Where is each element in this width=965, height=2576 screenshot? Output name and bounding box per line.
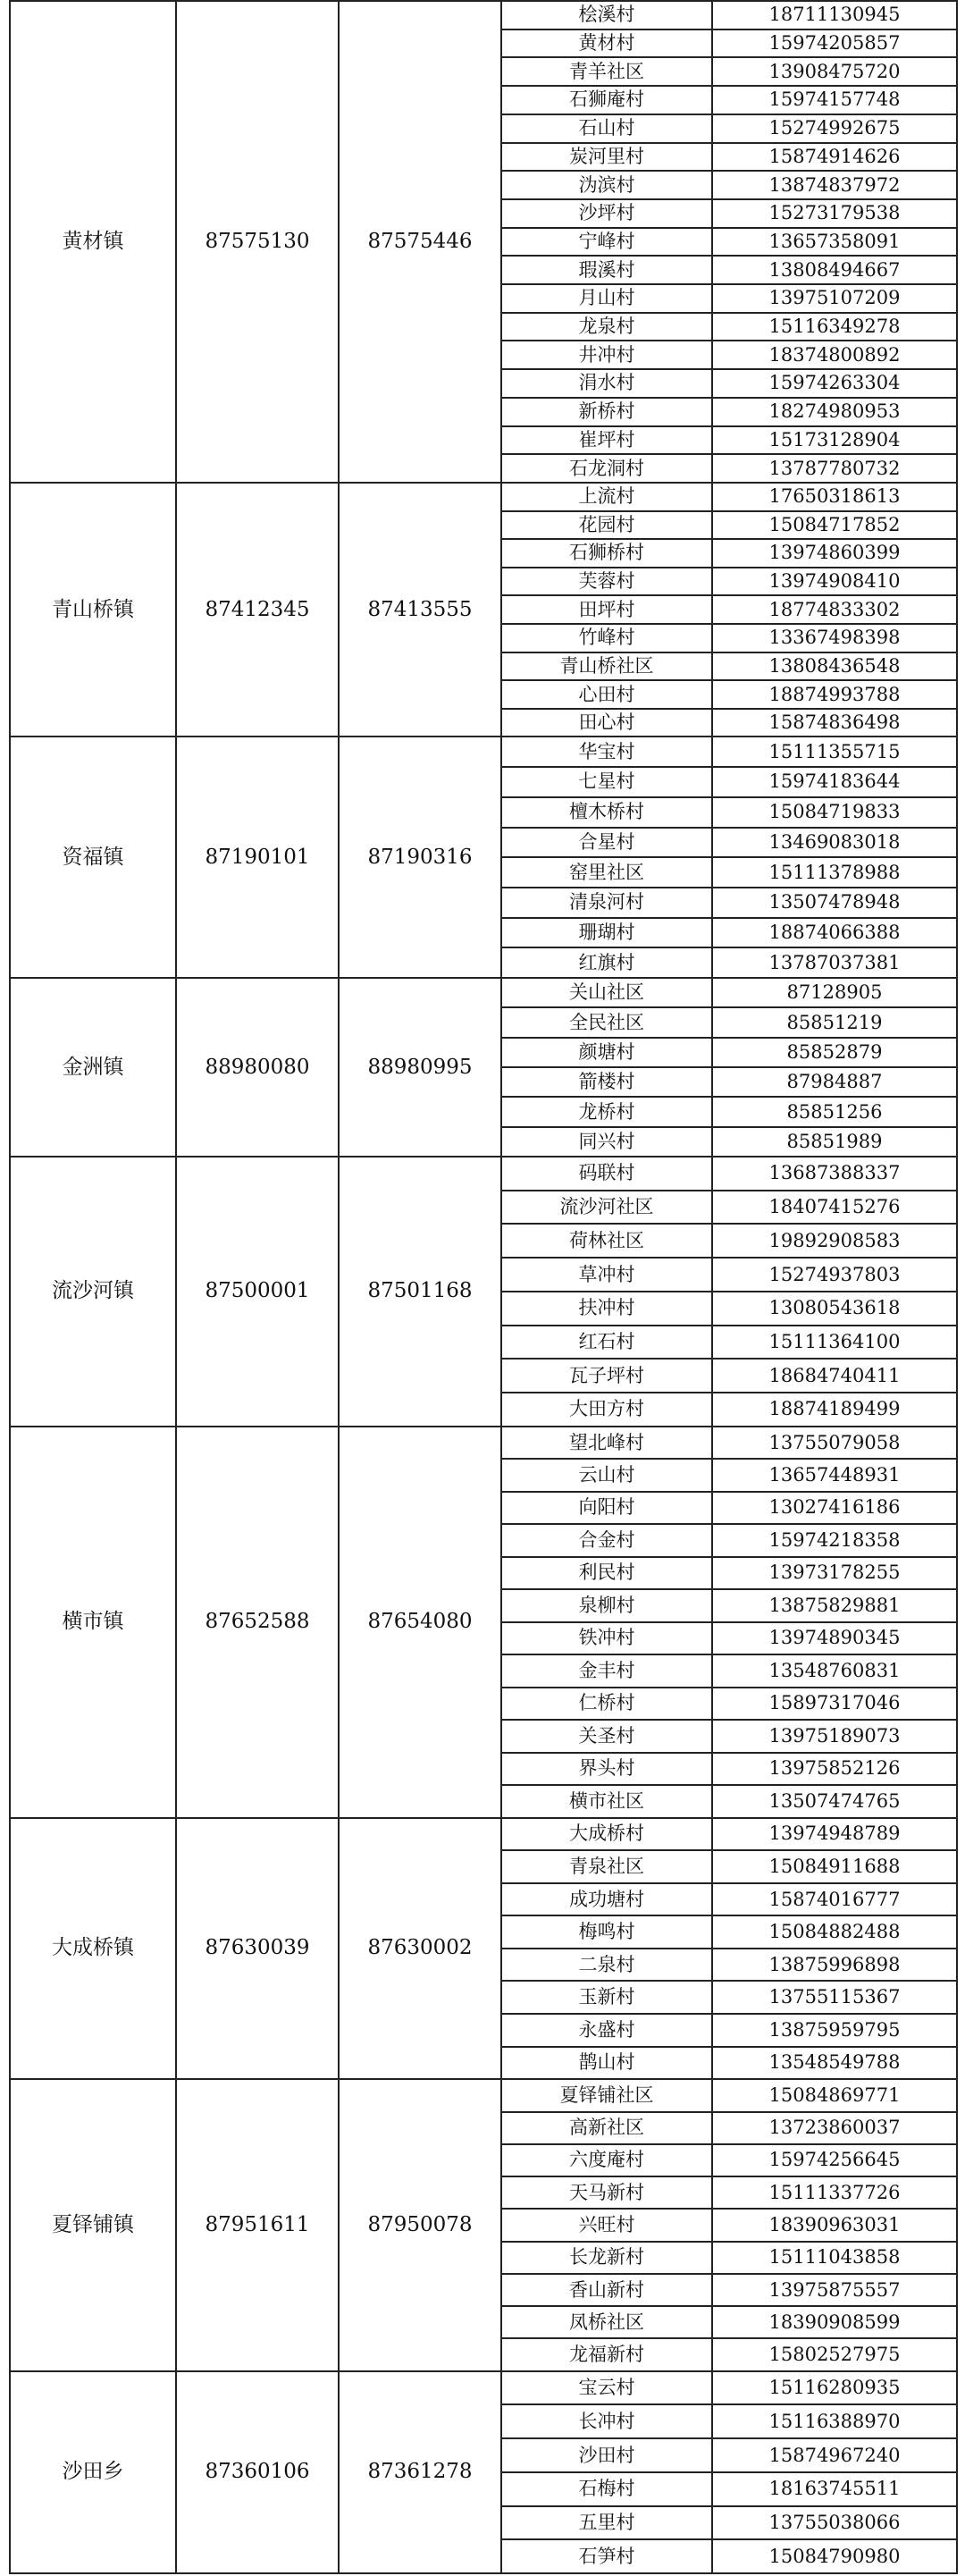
village-phone: 15974263304 xyxy=(712,369,957,398)
town-phone-secondary: 87654080 xyxy=(339,1427,501,1818)
village-phone: 85852879 xyxy=(712,1038,957,1067)
table-row xyxy=(10,1818,957,1851)
town-phone-primary: 87190101 xyxy=(176,737,339,978)
table-row xyxy=(10,1157,957,1191)
village-phone: 15974218358 xyxy=(712,1524,957,1556)
village-name: 青羊社区 xyxy=(501,57,712,86)
village-phone: 15116280935 xyxy=(712,2371,957,2405)
village-phone: 15874016777 xyxy=(712,1883,957,1916)
village-phone: 18390908599 xyxy=(712,2306,957,2338)
village-name: 关山社区 xyxy=(501,978,712,1007)
village-name: 青山桥社区 xyxy=(501,652,712,681)
village-phone: 87128905 xyxy=(712,978,957,1007)
village-name: 宁峰村 xyxy=(501,228,712,257)
village-name: 玉新村 xyxy=(501,1981,712,2014)
village-name: 凤桥社区 xyxy=(501,2306,712,2338)
town-name: 资福镇 xyxy=(10,737,176,978)
village-name: 泉柳村 xyxy=(501,1589,712,1621)
town-phone-secondary: 87575446 xyxy=(339,1,501,483)
village-phone: 15974183644 xyxy=(712,767,957,797)
village-name: 青泉社区 xyxy=(501,1850,712,1883)
village-phone: 13975875557 xyxy=(712,2274,957,2306)
village-phone: 13974948789 xyxy=(712,1818,957,1851)
village-name: 成功塘村 xyxy=(501,1883,712,1916)
village-name: 仁桥村 xyxy=(501,1688,712,1720)
table-row xyxy=(10,978,957,1007)
village-phone: 15897317046 xyxy=(712,1688,957,1720)
village-phone: 13908475720 xyxy=(712,57,957,86)
village-phone: 13027416186 xyxy=(712,1492,957,1524)
village-phone: 15274992675 xyxy=(712,114,957,143)
village-phone: 13874837972 xyxy=(712,171,957,199)
village-phone: 13875996898 xyxy=(712,1949,957,1982)
village-phone: 13974860399 xyxy=(712,539,957,568)
village-name: 二泉村 xyxy=(501,1949,712,1982)
village-name: 龙泉村 xyxy=(501,313,712,341)
village-name: 高新社区 xyxy=(501,2112,712,2144)
village-name: 云山村 xyxy=(501,1459,712,1491)
village-phone: 85851989 xyxy=(712,1127,957,1157)
village-phone: 15874967240 xyxy=(712,2438,957,2472)
village-phone: 15084790980 xyxy=(712,2539,957,2573)
town-name: 青山桥镇 xyxy=(10,483,176,737)
village-phone: 13808494667 xyxy=(712,256,957,284)
village-phone: 13080543618 xyxy=(712,1292,957,1326)
village-name: 涓水村 xyxy=(501,369,712,398)
village-phone: 13657448931 xyxy=(712,1459,957,1491)
town-phone-secondary: 87950078 xyxy=(339,2079,501,2371)
town-contact-table xyxy=(9,0,958,2574)
village-name: 长冲村 xyxy=(501,2404,712,2438)
village-name: 大成桥村 xyxy=(501,1818,712,1851)
village-name: 香山新村 xyxy=(501,2274,712,2306)
village-phone: 15084911688 xyxy=(712,1850,957,1883)
village-phone: 13975107209 xyxy=(712,284,957,313)
table-row xyxy=(10,2371,957,2405)
village-name: 沙坪村 xyxy=(501,199,712,228)
town-phone-primary: 87951611 xyxy=(176,2079,339,2371)
village-phone: 15111378988 xyxy=(712,857,957,888)
table-row xyxy=(10,737,957,767)
village-name: 天马新村 xyxy=(501,2176,712,2209)
village-name: 合星村 xyxy=(501,828,712,858)
village-phone: 85851256 xyxy=(712,1097,957,1126)
village-phone: 13548760831 xyxy=(712,1654,957,1687)
table-row xyxy=(10,1,957,29)
village-name: 扶冲村 xyxy=(501,1292,712,1326)
village-name: 心田村 xyxy=(501,680,712,709)
village-phone: 13548549788 xyxy=(712,2047,957,2080)
village-name: 清泉河村 xyxy=(501,888,712,918)
town-name: 大成桥镇 xyxy=(10,1818,176,2080)
village-phone: 13755038066 xyxy=(712,2506,957,2540)
village-phone: 18407415276 xyxy=(712,1191,957,1225)
table-row xyxy=(10,483,957,511)
village-name: 同兴村 xyxy=(501,1127,712,1157)
village-phone: 13975189073 xyxy=(712,1720,957,1752)
village-name: 兴旺村 xyxy=(501,2209,712,2241)
village-phone: 15084869771 xyxy=(712,2079,957,2111)
village-phone: 13687388337 xyxy=(712,1157,957,1191)
village-name: 田心村 xyxy=(501,709,712,737)
village-name: 竹峰村 xyxy=(501,624,712,652)
village-name: 全民社区 xyxy=(501,1007,712,1037)
village-name: 龙桥村 xyxy=(501,1097,712,1126)
table-row xyxy=(10,2079,957,2111)
village-name: 沩滨村 xyxy=(501,171,712,199)
village-name: 黄材村 xyxy=(501,29,712,58)
village-name: 码联村 xyxy=(501,1157,712,1191)
village-phone: 15084717852 xyxy=(712,511,957,540)
village-phone: 13875959795 xyxy=(712,2014,957,2047)
town-phone-secondary: 88980995 xyxy=(339,978,501,1157)
village-name: 华宝村 xyxy=(501,737,712,767)
village-phone: 13469083018 xyxy=(712,828,957,858)
village-name: 石山村 xyxy=(501,114,712,143)
village-phone: 13657358091 xyxy=(712,228,957,257)
village-phone: 15111043858 xyxy=(712,2242,957,2274)
village-phone: 15974256645 xyxy=(712,2144,957,2176)
village-phone: 13507474765 xyxy=(712,1785,957,1817)
village-phone: 15802527975 xyxy=(712,2338,957,2370)
village-name: 流沙河社区 xyxy=(501,1191,712,1225)
town-phone-secondary: 87630002 xyxy=(339,1818,501,2080)
village-name: 望北峰村 xyxy=(501,1427,712,1459)
village-name: 鹊山村 xyxy=(501,2047,712,2080)
town-phone-primary: 87500001 xyxy=(176,1157,339,1427)
village-phone: 19892908583 xyxy=(712,1224,957,1258)
village-name: 芙蓉村 xyxy=(501,568,712,596)
town-phone-secondary: 87501168 xyxy=(339,1157,501,1427)
table-row xyxy=(10,1427,957,1459)
village-name: 石狮庵村 xyxy=(501,86,712,114)
village-phone: 18874993788 xyxy=(712,680,957,709)
village-name: 檀木桥村 xyxy=(501,797,712,828)
village-name: 利民村 xyxy=(501,1557,712,1589)
village-name: 桧溪村 xyxy=(501,1,712,29)
village-phone: 15173128904 xyxy=(712,426,957,455)
village-phone: 15974157748 xyxy=(712,86,957,114)
village-phone: 18874066388 xyxy=(712,918,957,948)
village-phone: 15874914626 xyxy=(712,143,957,172)
town-phone-secondary: 87361278 xyxy=(339,2371,501,2573)
village-phone: 18711130945 xyxy=(712,1,957,29)
village-phone: 18390963031 xyxy=(712,2209,957,2241)
town-phone-primary: 87412345 xyxy=(176,483,339,737)
village-phone: 15116349278 xyxy=(712,313,957,341)
table-body xyxy=(10,1,957,2573)
town-phone-primary: 88980080 xyxy=(176,978,339,1157)
village-name: 窑里社区 xyxy=(501,857,712,888)
village-name: 红石村 xyxy=(501,1326,712,1360)
village-phone: 15084719833 xyxy=(712,797,957,828)
village-phone: 18374800892 xyxy=(712,341,957,369)
village-phone: 15874836498 xyxy=(712,709,957,737)
town-phone-primary: 87575130 xyxy=(176,1,339,483)
village-phone: 13974908410 xyxy=(712,568,957,596)
town-name: 流沙河镇 xyxy=(10,1157,176,1427)
village-name: 七星村 xyxy=(501,767,712,797)
village-name: 草冲村 xyxy=(501,1258,712,1292)
village-phone: 17650318613 xyxy=(712,483,957,511)
village-phone: 87984887 xyxy=(712,1067,957,1097)
village-name: 龙福新村 xyxy=(501,2338,712,2370)
village-name: 夏铎铺社区 xyxy=(501,2079,712,2111)
village-name: 宝云村 xyxy=(501,2371,712,2405)
village-phone: 18163745511 xyxy=(712,2472,957,2506)
town-name: 沙田乡 xyxy=(10,2371,176,2573)
village-name: 大田方村 xyxy=(501,1393,712,1427)
village-name: 珊瑚村 xyxy=(501,918,712,948)
village-phone: 13367498398 xyxy=(712,624,957,652)
town-phone-primary: 87630039 xyxy=(176,1818,339,2080)
village-name: 月山村 xyxy=(501,284,712,313)
village-name: 箭楼村 xyxy=(501,1067,712,1097)
village-name: 石龙洞村 xyxy=(501,454,712,483)
village-phone: 15274937803 xyxy=(712,1258,957,1292)
village-name: 横市社区 xyxy=(501,1785,712,1817)
village-name: 六度庵村 xyxy=(501,2144,712,2176)
village-name: 瓦子坪村 xyxy=(501,1359,712,1393)
village-phone: 13755115367 xyxy=(712,1981,957,2014)
village-name: 五里村 xyxy=(501,2506,712,2540)
village-name: 永盛村 xyxy=(501,2014,712,2047)
village-phone: 18774833302 xyxy=(712,595,957,624)
village-phone: 15111337726 xyxy=(712,2176,957,2209)
village-name: 向阳村 xyxy=(501,1492,712,1524)
town-name: 夏铎铺镇 xyxy=(10,2079,176,2371)
village-name: 沙田村 xyxy=(501,2438,712,2472)
directory-document xyxy=(9,0,956,2576)
village-name: 石笋村 xyxy=(501,2539,712,2573)
village-name: 荷林社区 xyxy=(501,1224,712,1258)
town-name: 横市镇 xyxy=(10,1427,176,1818)
village-phone: 13755079058 xyxy=(712,1427,957,1459)
village-name: 上流村 xyxy=(501,483,712,511)
village-name: 界头村 xyxy=(501,1753,712,1785)
village-name: 井冲村 xyxy=(501,341,712,369)
village-name: 花园村 xyxy=(501,511,712,540)
village-phone: 13723860037 xyxy=(712,2112,957,2144)
village-name: 石狮桥村 xyxy=(501,539,712,568)
village-phone: 15111364100 xyxy=(712,1326,957,1360)
village-name: 新桥村 xyxy=(501,398,712,426)
village-name: 关圣村 xyxy=(501,1720,712,1752)
village-phone: 13787780732 xyxy=(712,454,957,483)
village-name: 金丰村 xyxy=(501,1654,712,1687)
village-phone: 13808436548 xyxy=(712,652,957,681)
village-phone: 18874189499 xyxy=(712,1393,957,1427)
town-name: 黄材镇 xyxy=(10,1,176,483)
village-name: 田坪村 xyxy=(501,595,712,624)
village-phone: 13973178255 xyxy=(712,1557,957,1589)
village-phone: 85851219 xyxy=(712,1007,957,1037)
village-phone: 18274980953 xyxy=(712,398,957,426)
town-phone-primary: 87360106 xyxy=(176,2371,339,2573)
village-name: 颜塘村 xyxy=(501,1038,712,1067)
village-phone: 18684740411 xyxy=(712,1359,957,1393)
village-phone: 13507478948 xyxy=(712,888,957,918)
village-phone: 15111355715 xyxy=(712,737,957,767)
village-phone: 13975852126 xyxy=(712,1753,957,1785)
village-phone: 13974890345 xyxy=(712,1622,957,1654)
village-phone: 13787037381 xyxy=(712,947,957,978)
village-name: 崔坪村 xyxy=(501,426,712,455)
village-phone: 15116388970 xyxy=(712,2404,957,2438)
town-phone-secondary: 87413555 xyxy=(339,483,501,737)
village-name: 铁冲村 xyxy=(501,1622,712,1654)
village-name: 合金村 xyxy=(501,1524,712,1556)
town-phone-secondary: 87190316 xyxy=(339,737,501,978)
village-phone: 15084882488 xyxy=(712,1915,957,1949)
village-name: 长龙新村 xyxy=(501,2242,712,2274)
village-phone: 15273179538 xyxy=(712,199,957,228)
village-name: 石梅村 xyxy=(501,2472,712,2506)
town-name: 金洲镇 xyxy=(10,978,176,1157)
village-name: 瑕溪村 xyxy=(501,256,712,284)
village-name: 炭河里村 xyxy=(501,143,712,172)
village-phone: 15974205857 xyxy=(712,29,957,58)
village-name: 红旗村 xyxy=(501,947,712,978)
village-name: 梅鸣村 xyxy=(501,1915,712,1949)
village-phone: 13875829881 xyxy=(712,1589,957,1621)
town-phone-primary: 87652588 xyxy=(176,1427,339,1818)
